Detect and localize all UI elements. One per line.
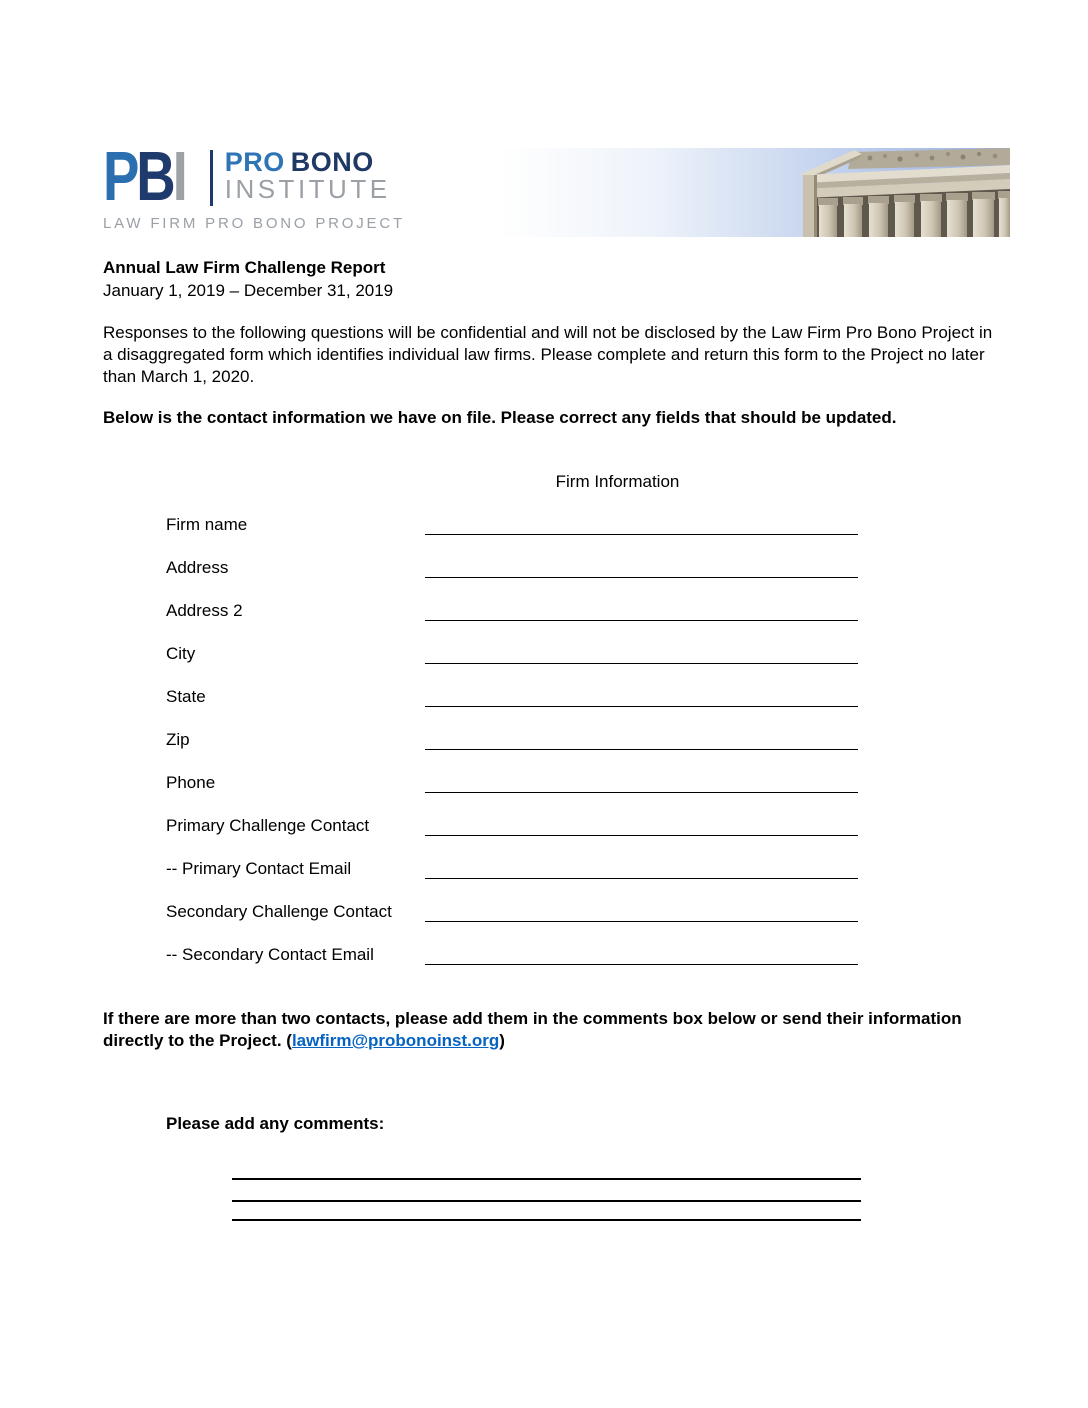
comments-line-2[interactable] — [232, 1200, 861, 1202]
phone-input-line[interactable] — [425, 792, 858, 793]
logo-word-pro: PRO — [224, 147, 285, 177]
pbi-logo-row — [103, 137, 403, 215]
address2-input-line[interactable] — [425, 620, 858, 621]
primary-email-input-line[interactable] — [425, 878, 858, 879]
field-label: Zip — [166, 730, 190, 749]
pbi-acronym — [103, 137, 185, 215]
comments-line-1[interactable] — [232, 1178, 861, 1180]
field-label: -- Primary Contact Email — [166, 859, 352, 878]
pbi-letter-b: B — [136, 137, 173, 215]
secondary-contact-input-line[interactable] — [425, 921, 858, 922]
firm-information-heading: Firm Information — [555, 472, 680, 491]
pbi-letter-p: P — [103, 137, 137, 215]
comments-line-3[interactable] — [232, 1219, 861, 1221]
form-row-primary-email — [166, 858, 866, 880]
form-row-firm-name — [166, 514, 866, 536]
logo-wordmark — [225, 148, 391, 204]
field-label: State — [166, 687, 206, 706]
primary-contact-input-line[interactable] — [425, 835, 858, 836]
logo-tagline: LAW FIRM PRO BONO PROJECT — [103, 215, 405, 232]
logo-word-bono: BONO — [290, 147, 374, 177]
form-row-secondary-contact — [166, 901, 866, 923]
courthouse-illustration — [500, 148, 1010, 237]
form-row-zip — [166, 729, 866, 751]
email-link[interactable]: lawfirm@probonoinst.org — [291, 1031, 500, 1050]
pbi-logo — [103, 137, 405, 232]
form-row-address — [166, 557, 866, 579]
courthouse-header-image — [500, 148, 1010, 237]
field-label: Primary Challenge Contact — [166, 816, 370, 835]
form-row-state — [166, 686, 866, 708]
form-row-phone — [166, 772, 866, 794]
additional-contacts-note — [103, 1008, 995, 1052]
contacts-note-text-before: If there are more than two contacts, please add them in the comments box below or send their information directly to the Project. ( — [103, 1009, 962, 1050]
contacts-note-text-after: ) — [499, 1031, 505, 1050]
logo-wordmark-line1 — [225, 148, 391, 176]
field-label: Address — [166, 558, 229, 577]
city-input-line[interactable] — [425, 663, 858, 664]
comments-label: Please add any comments: — [166, 1114, 385, 1133]
form-row-city — [166, 643, 866, 665]
logo-divider — [210, 150, 213, 206]
field-label: Firm name — [166, 515, 248, 534]
document-date-range: January 1, 2019 – December 31, 2019 — [103, 281, 394, 300]
contact-info-note: Below is the contact information we have on file. Please correct any fields that should be updated. — [103, 408, 897, 427]
field-label: Secondary Challenge Contact — [166, 902, 392, 921]
state-input-line[interactable] — [425, 706, 858, 707]
field-label: -- Secondary Contact Email — [166, 945, 374, 964]
intro-paragraph: Responses to the following questions will be confidential and will not be disclosed by the Law Firm Pro Bono Project in a disaggregated form which identifies individual law firms. Please complete and return this form to the Project no later than March 1, 2020. — [103, 323, 993, 386]
form-row-address2 — [166, 600, 866, 622]
field-label: City — [166, 644, 196, 663]
logo-word-institute: INSTITUTE — [224, 174, 391, 205]
secondary-email-input-line[interactable] — [425, 964, 858, 965]
form-row-primary-contact — [166, 815, 866, 837]
field-label: Phone — [166, 773, 216, 792]
zip-input-line[interactable] — [425, 749, 858, 750]
form-row-secondary-email — [166, 944, 866, 966]
address-input-line[interactable] — [425, 577, 858, 578]
field-label: Address 2 — [166, 601, 243, 620]
firm-name-input-line[interactable] — [425, 534, 858, 535]
document-title: Annual Law Firm Challenge Report — [103, 258, 386, 277]
pbi-letter-i: I — [172, 137, 185, 215]
